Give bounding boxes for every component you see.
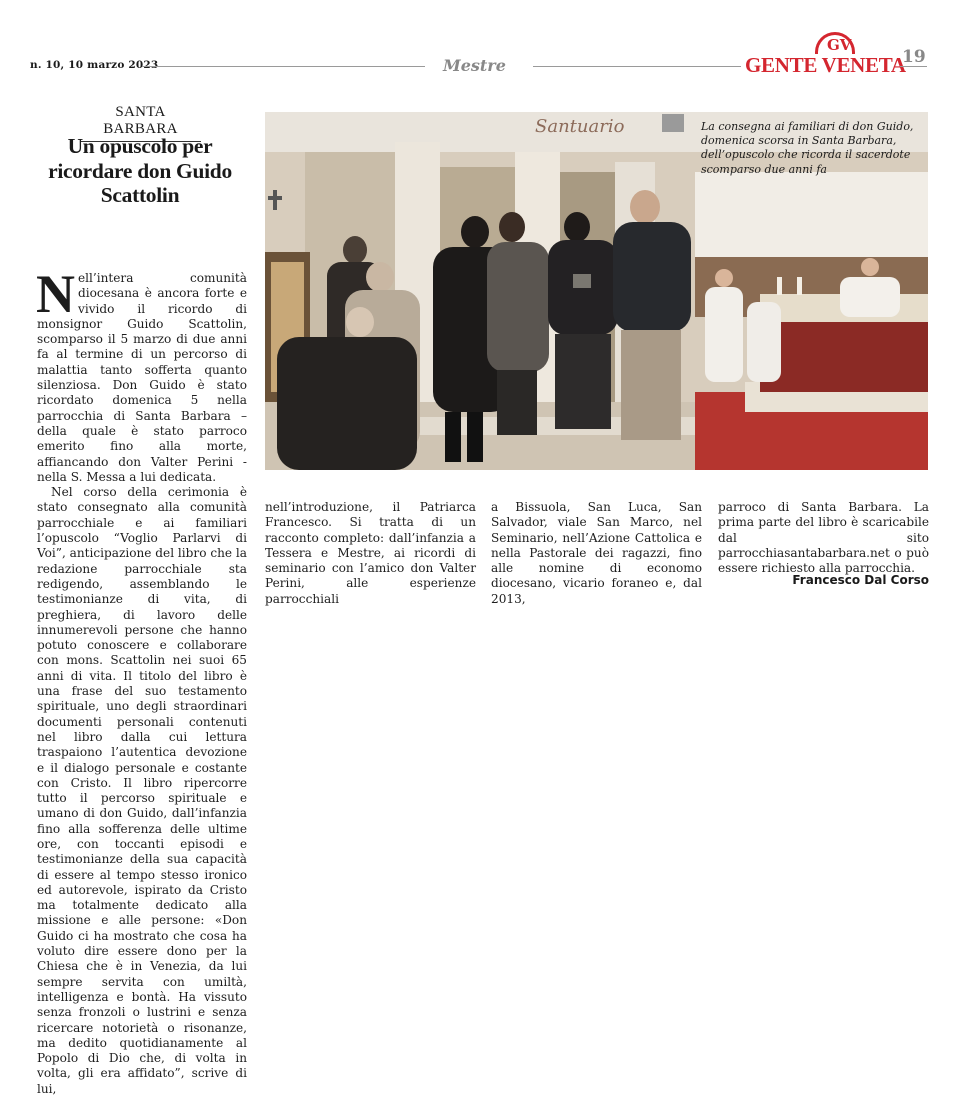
article-column-1: [36, 264, 247, 1097]
header-rule-right: [533, 66, 741, 67]
page-number: 19: [902, 47, 926, 67]
photo-caption: La consegna ai familiari di don Guido, domenica scorsa in Santa Barbara, dell’opuscolo che ricorda il sacerdote scomparso due anni fa: [701, 120, 914, 176]
paragraph-4: a Bissuola, San Luca, San Salvador, viale San Marco, nel Seminario, nell’Azione Cattolica e nella Pastorale dei ragazzi, fino alle nomine di economo diocesano, vicario foraneo e, dal 2013,: [491, 500, 702, 606]
wall-inscription: Santuario: [535, 116, 625, 137]
paragraph-3: nell’introduzione, il Patriarca Francesco. Si tratta di un racconto completo: dall’infanzia a Tessera e Mestre, ai ricordi di seminario con l’amico don Valter Perini, alle esperienze parrocchiali: [265, 500, 476, 606]
header-rule-left: [142, 66, 425, 67]
logo-mark-icon: GV: [815, 32, 855, 54]
article-column-2: [265, 500, 476, 607]
caption-marker: [662, 114, 684, 132]
article-kicker: SANTA BARBARA: [80, 104, 201, 142]
article-column-4: [718, 500, 929, 576]
article-photo: [265, 112, 928, 470]
page-number-rule: [900, 66, 927, 67]
paragraph-2: Nel corso della cerimonia è stato consegnato alla comunità parrocchiale e ai familiari l’opuscolo “Voglio Parlarvi di Voi”, anticipazione del libro che la redazione parrocchiale sta redigendo, assemblando le testimonianze di vita, di preghiera, di lavoro delle innumerevoli persone che hanno potuto conoscere e collaborare con mons. Scattolin nei suoi 65 anni di vita. Il titolo del libro è una frase del suo testamento spirituale, uno degli straordinari documenti personali contenuti nel libro dalla cui lettura traspaiono l’autentica devozione e il dialogo personale e costante con Cristo. Il libro ripercorre tutto il percorso spirituale e umano di don Guido, dall’infanzia fino alla sofferenza delle ultime ore, con toccanti episodi e testimonianze della sua capacità di essere al tempo stesso ironico ed autorevole, ispirato da Cristo ma totalmente dedicato alla missione e alle persone: «Don Guido ci ha mostrato che cosa ha voluto dire essere dono per la Chiesa che è in Venezia, da lui sempre servita con umiltà, intelligenza e bontà. Ha vissuto senza fronzoli o lustrini e senza ricercare notorietà o risonanze, ma dedito quotidianamente al Popolo di Dio che, di volta in volta, gli era affidato”, scrive di lui,: [37, 485, 247, 1096]
paragraph-5: parroco di Santa Barbara. La prima parte del libro è scaricabile dal sito parrocchiasantabarbara.net o può essere richiesto alla parrocchia.: [718, 500, 929, 576]
paragraph-1-text: ell’intera comunità diocesana è ancora forte e vivido il ricordo di monsignor Guido Scattolin, scomparso il 5 marzo di due anni fa al termine di un percorso di malattia tanto sofferta quanto silenziosa. Don Guido è stato ricordato domenica 5 nella parrocchia di Santa Barbara – della quale è stato parroco emerito fino alla morte, affiancando don Valter Perini - nella S. Messa a lui dedicata.: [37, 271, 247, 484]
article-column-3: [491, 500, 702, 607]
paragraph-1: [36, 264, 247, 485]
logo-text: GENTE VENETA: [745, 53, 906, 77]
author-signature: Francesco Dal Corso: [792, 573, 929, 587]
article-headline: Un opuscolo per ricordare don Guido Scattolin: [48, 134, 232, 207]
section-name: Mestre: [443, 56, 506, 75]
issue-date: n. 10, 10 marzo 2023: [30, 59, 159, 71]
gente-veneta-logo: [745, 32, 906, 80]
dropcap: N: [36, 264, 75, 324]
